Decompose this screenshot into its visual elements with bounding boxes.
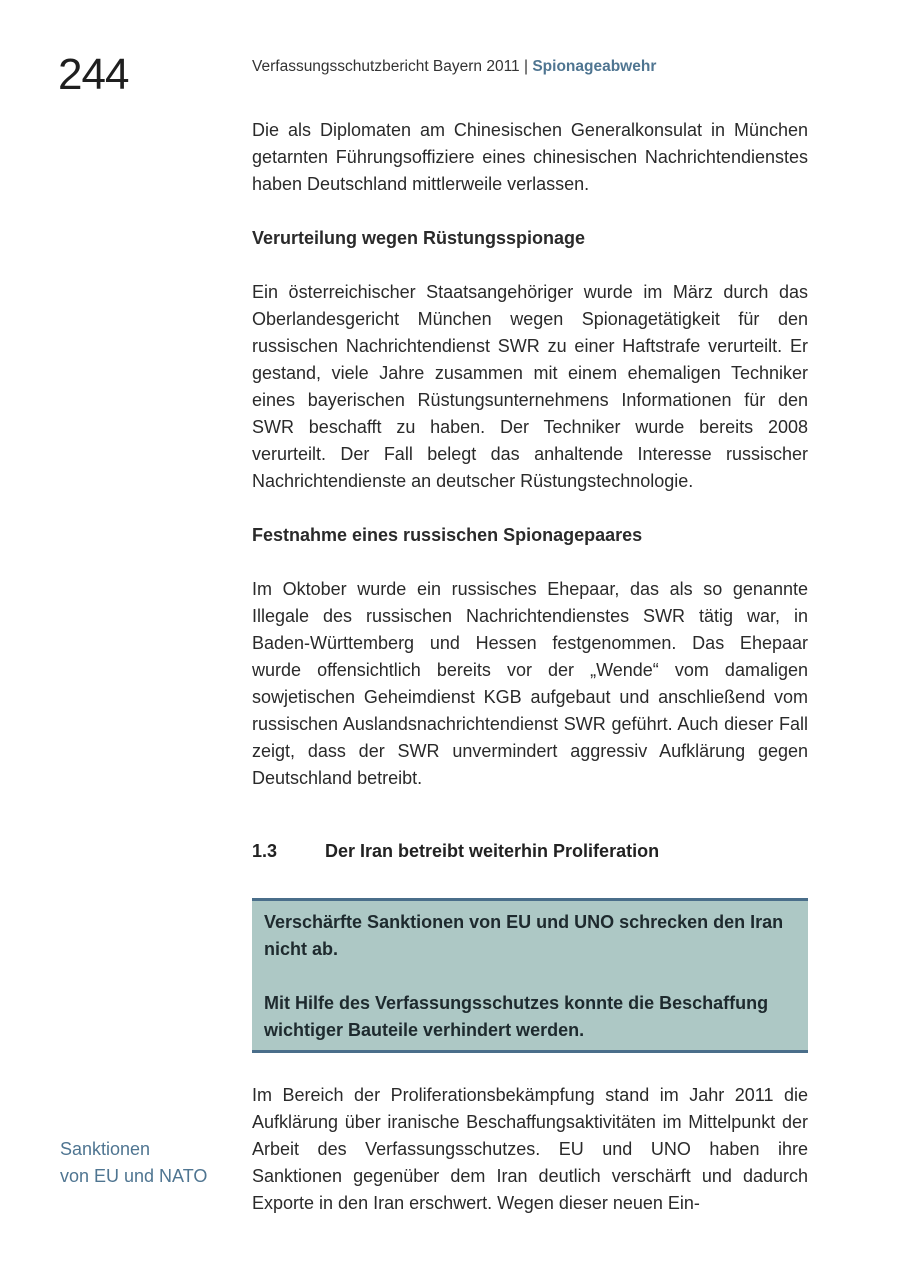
heading-spionagepaar: Festnahme eines russischen Spionagepaares (252, 525, 643, 545)
margin-note (60, 1136, 207, 1190)
running-head (252, 58, 656, 76)
chapter-number: 1.3 (252, 841, 278, 861)
margin-note-line-1: Sanktionen (60, 1139, 151, 1159)
page-number: 244 (58, 50, 129, 99)
summary-line-1: Verschärfte Sanktionen von EU und UNO schrecken den Iran nicht ab. (264, 912, 784, 959)
heading-ruestungsspionage: Verurteilung wegen Rüstungsspionage (252, 228, 586, 248)
chapter-title: Der Iran betreibt weiterhin Proliferation (325, 841, 660, 861)
intro-paragraph: Die als Diplomaten am Chinesischen Generalkonsulat in München getarnten Führungsoffiziere eines chinesischen Nachrichtendienstes haben Deutschland mittlerweile verlassen. (252, 120, 808, 194)
chapter-heading (252, 841, 659, 862)
paragraph-ruestungsspionage: Ein österreichischer Staatsangehöriger wurde im März durch das Oberlandesgericht München wegen Spionagetätigkeit für den russischen Nachrichtendienst SWR zu einer Haftstrafe verurteilt. Er gestand, viele Jahre zusammen mit einem ehemaligen Techniker eines bayerischen Rüstungsunternehmens Informationen für den SWR beschafft zu haben. Der Techniker wurde bereits 2008 verurteilt. Der Fall belegt das anhaltende Interesse russischer Nachrichtendienste an deutscher Rüstungstechnologie. (252, 282, 808, 491)
proliferation-paragraph: Im Bereich der Proliferationsbekämpfung stand im Jahr 2011 die Aufklärung über iranische Beschaffungsaktivitäten im Mittelpunkt der Arbeit des Verfassungsschutzes. EU und UNO haben ihre Sanktionen gegenüber dem Iran deutlich verschärft und dadurch Exporte in den Iran erschwert. Wegen dieser neuen Ein- (252, 1085, 808, 1213)
paragraph-spionagepaar: Im Oktober wurde ein russisches Ehepaar, das als so genannte Illegale des russischen Nachrichtendienstes SWR tätig war, in Baden-Württemberg und Hessen festgenommen. Das Ehepaar wurde offensichtlich bereits vor der „Wende“ vom damaligen sowjetischen Geheimdienst KGB aufgebaut und anschließend vom russischen Auslandsnachrichtendienst SWR geführt. Auch dieser Fall zeigt, dass der SWR unvermindert aggressiv Aufklärung gegen Deutschland betreibt. (252, 579, 808, 788)
report-title: Verfassungsschutzbericht Bayern 2011 | (252, 58, 533, 75)
margin-note-line-2: von EU und NATO (60, 1166, 208, 1186)
section-title: Spionageabwehr (532, 58, 657, 75)
summary-line-2: Mit Hilfe des Verfassungsschutzes konnte die Beschaffung wichtiger Bauteile verhindert werden. (264, 993, 769, 1040)
body-upper (252, 117, 808, 792)
body-lower (252, 1082, 808, 1217)
summary-box (252, 898, 808, 1053)
